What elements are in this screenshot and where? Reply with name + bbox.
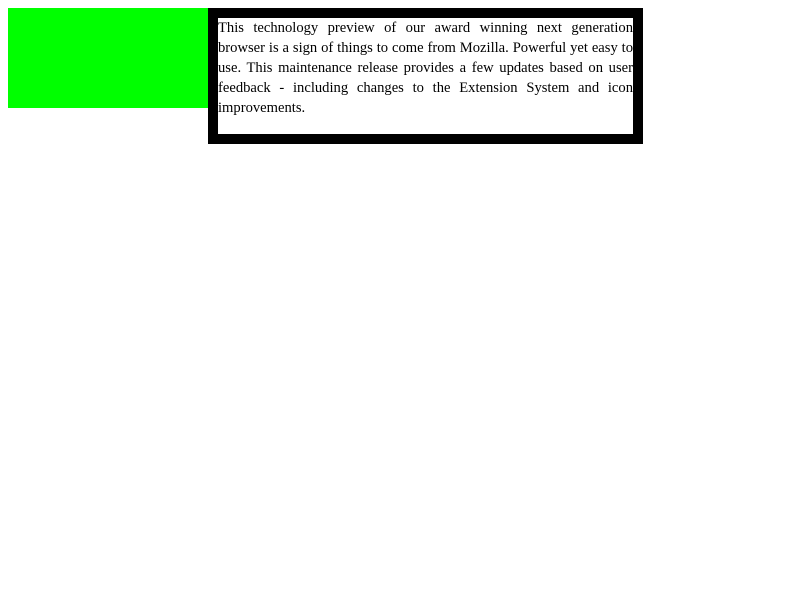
description-paragraph: This technology preview of our award winning next generation browser is a sign of things to come from Mozilla. Powerful yet easy to use. This maintenance release provides a few updates based on user feedback - including changes to the Extension System and icon improvements. (218, 20, 633, 116)
bordered-text-box (208, 8, 643, 144)
green-block (8, 8, 208, 108)
